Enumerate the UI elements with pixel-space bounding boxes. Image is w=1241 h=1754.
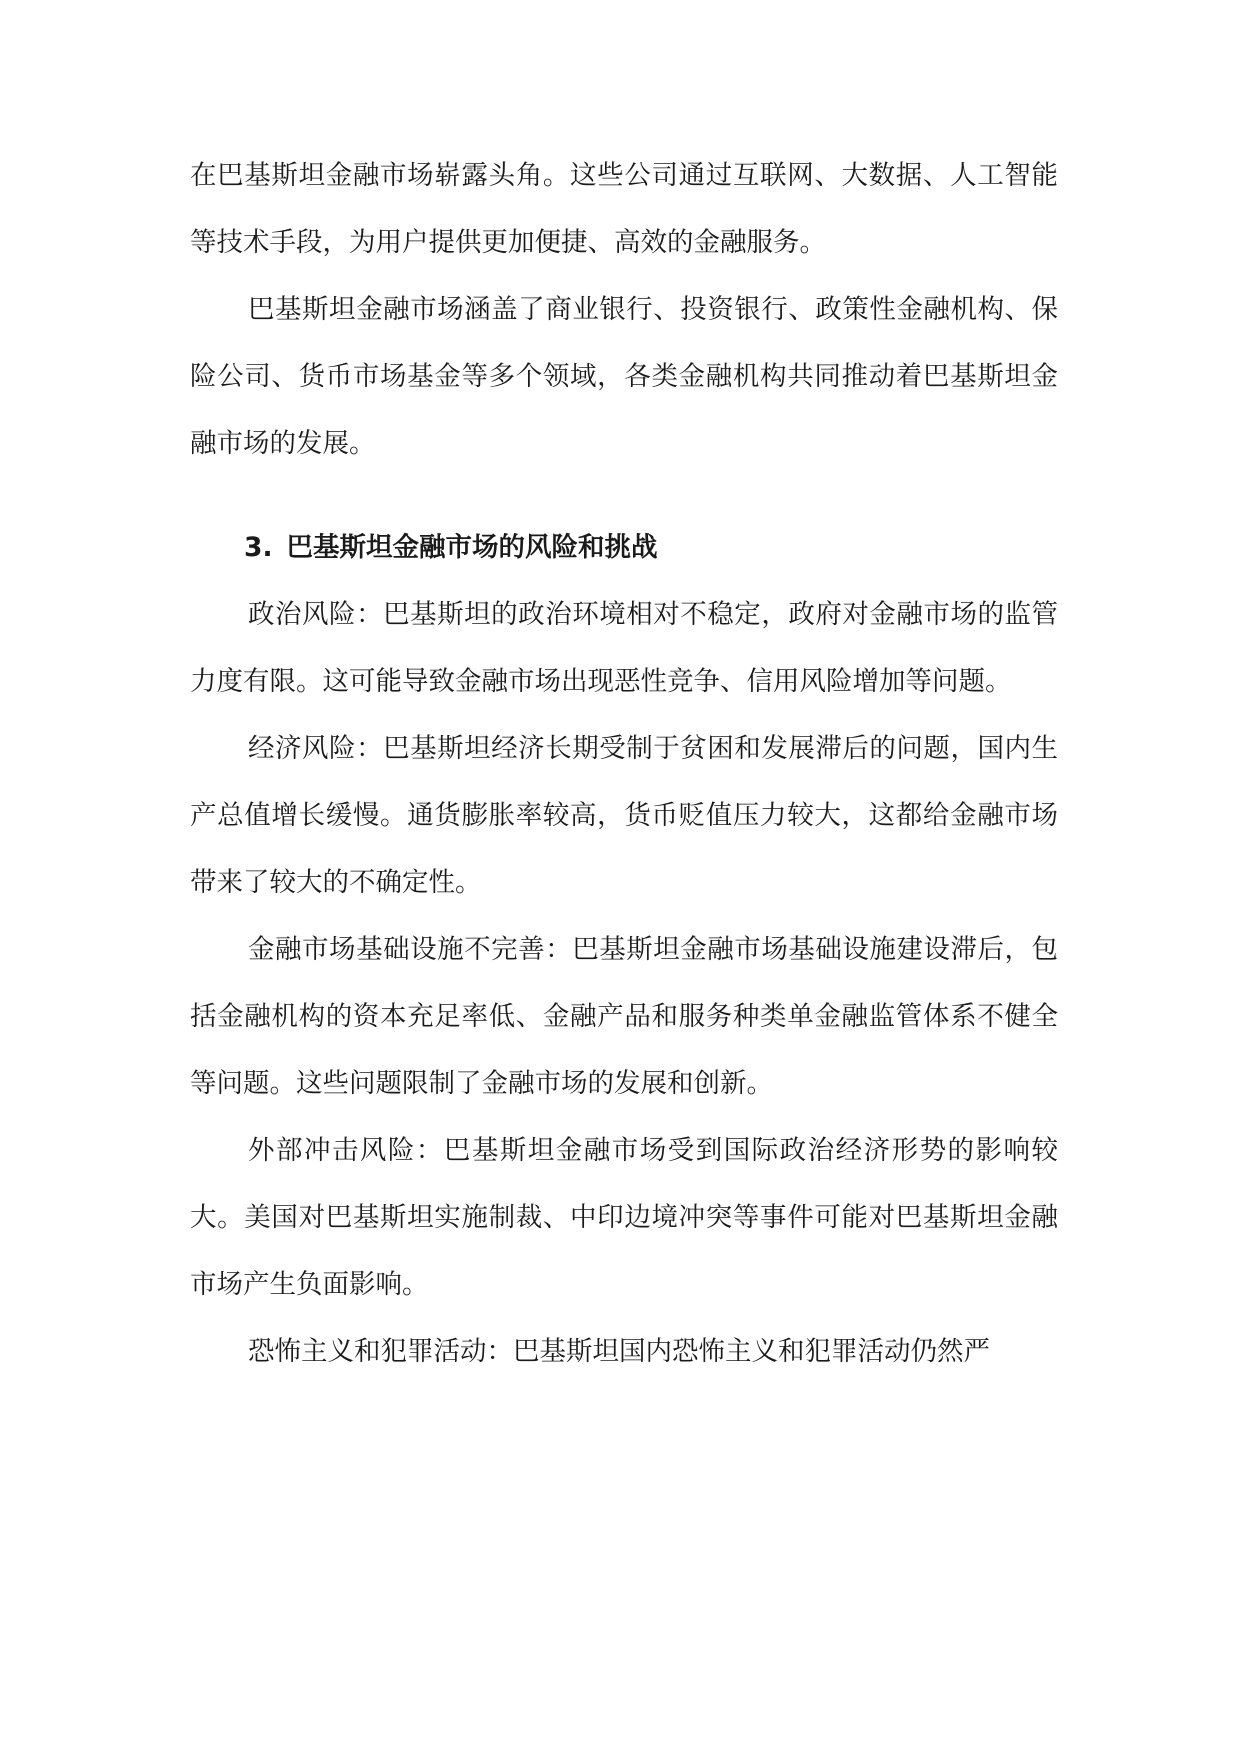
paragraph-terrorism-crime-risk: 恐怖主义和犯罪活动：巴基斯坦国内恐怖主义和犯罪活动仍然严 (248, 1336, 990, 1367)
paragraph-market-scope: 巴基斯坦金融市场涵盖了商业银行、投资银行、政策性金融机构、保险公司、货币市场基金等多个领域，各类金融机构共同推动着巴基斯坦金融市场的发展。 (190, 294, 1058, 459)
paragraph-economic-risk: 经济风险：巴基斯坦经济长期受制于贫困和发展滞后的问题，国内生产总值增长缓慢。通货膨胀率较高，货币贬值压力较大，这都给金融市场带来了较大的不确定性。 (190, 733, 1058, 898)
paragraph-fintech-continuation: 在巴基斯坦金融市场崭露头角。这些公司通过互联网、大数据、人工智能等技术手段，为用户提供更加便捷、高效的金融服务。 (190, 160, 1058, 258)
section-title: 巴基斯坦金融市场的风险和挑战 (286, 532, 658, 563)
body-text (190, 142, 1058, 1385)
paragraph-infrastructure-risk: 金融市场基础设施不完善：巴基斯坦金融市场基础设施建设滞后，包括金融机构的资本充足率低、金融产品和服务种类单金融监管体系不健全等问题。这些问题限制了金融市场的发展和创新。 (190, 934, 1058, 1099)
paragraph-external-shock-risk: 外部冲击风险：巴基斯坦金融市场受到国际政治经济形势的影响较大。美国对巴基斯坦实施制裁、中印边境冲突等事件可能对巴基斯坦金融市场产生负面影响。 (190, 1135, 1058, 1300)
section-number: 3. (244, 532, 273, 563)
section-heading (190, 514, 1058, 581)
paragraph-political-risk: 政治风险：巴基斯坦的政治环境相对不稳定，政府对金融市场的监管力度有限。这可能导致金融市场出现恶性竞争、信用风险增加等问题。 (190, 599, 1058, 697)
